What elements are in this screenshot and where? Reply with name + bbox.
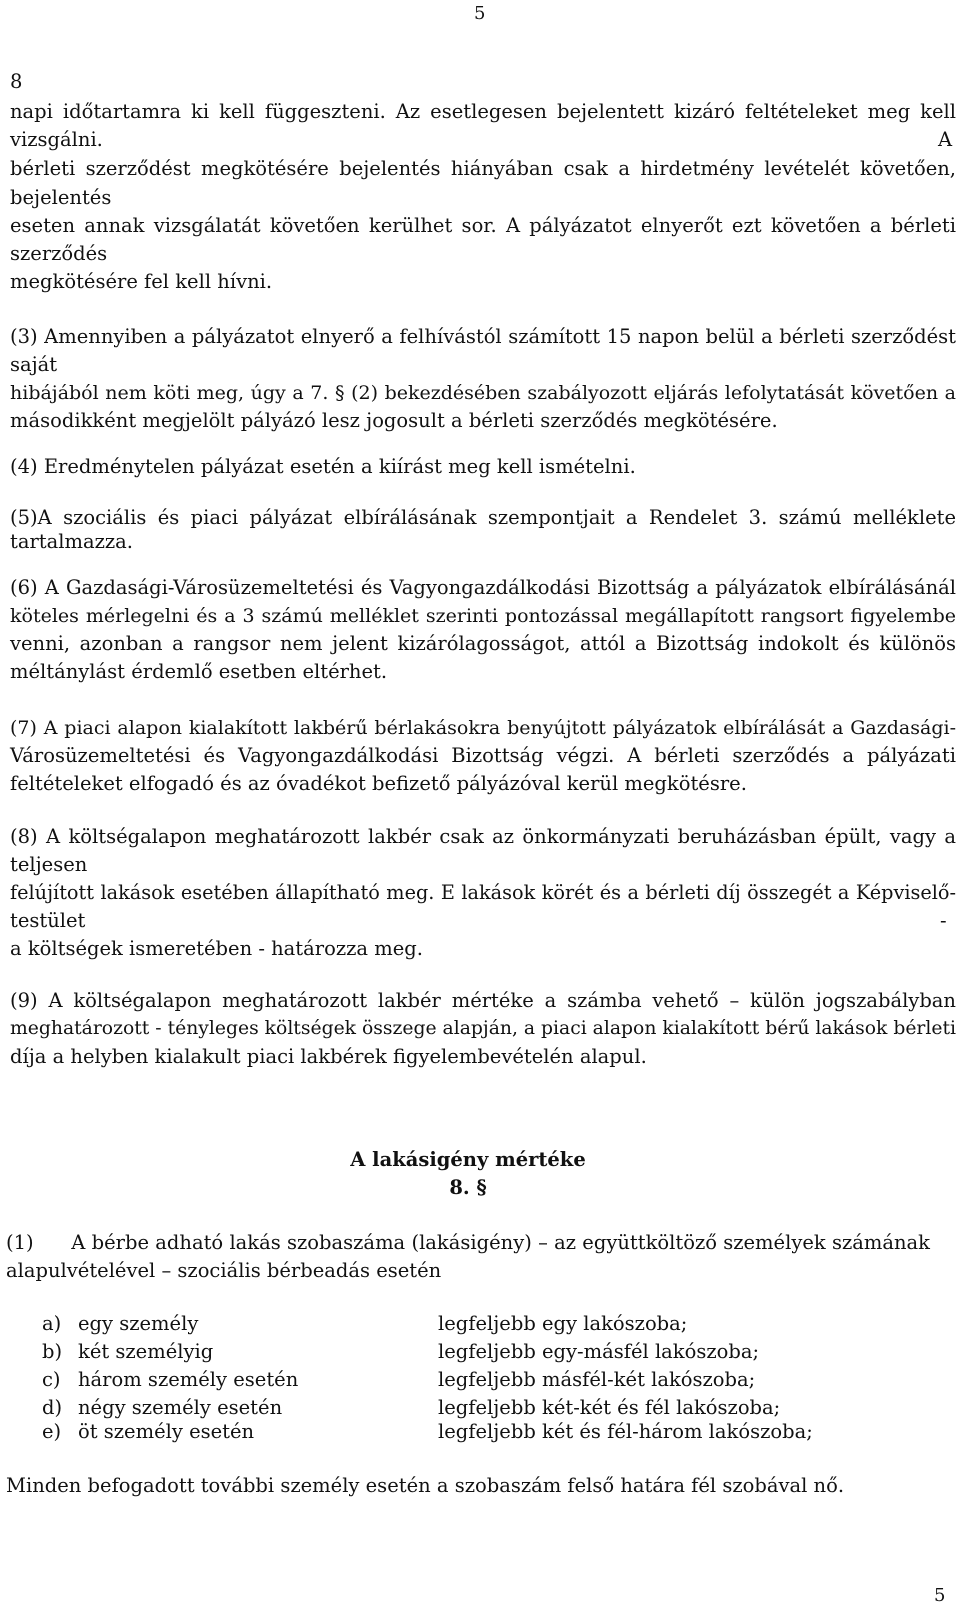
list-item-rooms: legfeljebb két és fél-három lakószoba; [438, 1420, 813, 1443]
list-item-marker: a) [42, 1312, 62, 1335]
list-item-marker: c) [42, 1368, 61, 1391]
para-3-line-1: (3) Amennyiben a pályázatot elnyerő a felhívástól számított 15 napon belül a bérleti szerződést [10, 325, 956, 348]
para-6-line-4: méltánylást érdemlő esetben eltérhet. [10, 660, 388, 683]
page-number-top: 5 [474, 3, 486, 24]
list-item-persons: négy személy esetén [78, 1396, 283, 1419]
list-item-marker: e) [42, 1420, 62, 1443]
closing-sentence: Minden befogadott további személy esetén a szobaszám felső határa fél szobával nő. [6, 1474, 845, 1497]
para-9-line-3: díja a helyben kialakult piaci lakbérek figyelembevételén alapul. [10, 1045, 647, 1068]
section-8-para-1-line-1: (1) A bérbe adható lakás szobaszáma (lakásigény) – az együttköltöző személyek számának [6, 1231, 930, 1254]
list-item-rooms: legfeljebb egy-másfél lakószoba; [438, 1340, 760, 1363]
para-9-line-2: meghatározott - tényleges költségek összege alapján, a piaci alapon kialakított bérű lakások bérleti [10, 1018, 957, 1039]
para-7-line-2: Városüzemeltetési és Vagyongazdálkodási Bizottság végzi. A bérleti szerződés a pályázati [10, 744, 956, 767]
para-8-line-4-dash: - [940, 909, 947, 932]
para-7-line-3: feltételeket elfogadó és az óvadékot befizető pályázóval kerül megkötésre. [10, 772, 747, 795]
intro-line-1: napi időtartamra ki kell függeszteni. Az esetlegesen bejelentett kizáró feltételeket meg kell [10, 100, 956, 123]
list-item-persons: két személyig [78, 1340, 214, 1363]
intro-line-2-end: A [938, 128, 953, 151]
section-8-para-1-line-2: alapulvételével – szociális bérbeadás esetén [6, 1259, 442, 1282]
page-number-bottom: 5 [934, 1585, 946, 1606]
intro-line-3: bérleti szerződést megkötésére bejelentés hiányában csak a hirdetmény levételét követően, [10, 157, 956, 180]
para-3-line-2: saját [10, 353, 58, 376]
list-item-persons: három személy esetén [78, 1368, 299, 1391]
para-6-line-3: venni, azonban a rangsor nem jelent kizárólagosságot, attól a Bizottság indokolt és különös [10, 632, 956, 655]
list-item-marker: d) [42, 1396, 63, 1419]
para-4: (4) Eredménytelen pályázat esetén a kiírást meg kell ismételni. [10, 455, 636, 478]
intro-line-5: eseten annak vizsgálatát követően kerülhet sor. A pályázatot elnyerőt ezt követően a bérleti [10, 214, 956, 237]
para-8-line-1: (8) A költségalapon meghatározott lakbér csak az önkormányzati beruházásban épült, vagy a [10, 825, 956, 848]
para-9-line-1: (9) A költségalapon meghatározott lakbér mértéke a számba vehető – külön jogszabályban [10, 989, 956, 1012]
para-8-line-5: a költségek ismeretében - határozza meg. [10, 937, 423, 960]
list-item-marker: b) [42, 1340, 63, 1363]
para-5-line-1: (5)A szociális és piaci pályázat elbírálásának szempontjait a Rendelet 3. számú melléklete [10, 506, 956, 529]
list-item-rooms: legfeljebb két-két és fél lakószoba; [438, 1396, 781, 1419]
intro-line-6: szerződés [10, 242, 108, 265]
intro-line-2: vizsgálni. [10, 128, 103, 151]
para-8-line-2: teljesen [10, 853, 88, 876]
section-title: A lakásigény mértéke [350, 1148, 586, 1171]
list-item-rooms: legfeljebb egy lakószoba; [438, 1312, 688, 1335]
para-3-line-3: hibájából nem köti meg, úgy a 7. § (2) bekezdésében szabályozott eljárás lefolytatását követően a [10, 382, 956, 404]
para-5-line-2: tartalmazza. [10, 530, 133, 553]
para-8-line-3: felújított lakások esetében állapítható meg. E lakások körét és a bérleti díj összegét a Képviselő- [10, 881, 956, 904]
para-7-line-1: (7) A piaci alapon kialakított lakbérű bérlakásokra benyújtott pályázatok elbírálását a Gazdasági- [10, 717, 956, 739]
para-8-line-4: testület [10, 909, 86, 932]
paragraph-number: 8 [10, 70, 23, 93]
para-3-line-4: másodikként megjelölt pályázó lesz jogosult a bérleti szerződés megkötésére. [10, 409, 778, 432]
para-6-line-1: (6) A Gazdasági-Városüzemeltetési és Vagyongazdálkodási Bizottság a pályázatok elbírálásánál [10, 576, 956, 599]
list-item-rooms: legfeljebb másfél-két lakószoba; [438, 1368, 756, 1391]
list-item-persons: egy személy [78, 1312, 199, 1335]
section-number: 8. § [449, 1176, 487, 1199]
intro-line-4: bejelentés [10, 186, 112, 209]
list-item-persons: öt személy esetén [78, 1420, 255, 1443]
para-6-line-2: köteles mérlegelni és a 3 számú melléklet szerinti pontozással megállapított rangsort figyelembe [10, 605, 956, 627]
intro-line-7: megkötésére fel kell hívni. [10, 270, 273, 293]
